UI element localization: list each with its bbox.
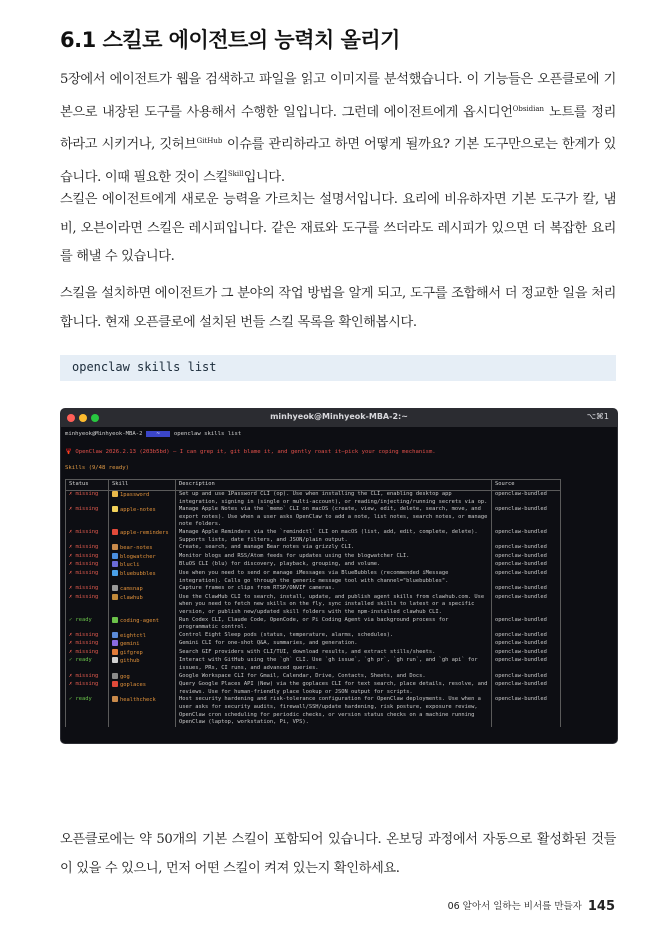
terminal-banner: 🦞 OpenClaw 2026.2.13 (203b5bd) — I can grep it, git blame it, and gently roast it—pick your coping mechanism. — [65, 449, 436, 455]
command-text: openclaw skills list — [72, 360, 217, 374]
skill-emoji-icon — [112, 681, 118, 687]
status-cell: ✗ missing — [66, 632, 109, 641]
source-cell: openclaw-bundled — [492, 640, 561, 649]
terminal-shortcut: ⌥⌘1 — [586, 412, 609, 421]
table-row — [66, 561, 561, 570]
source-cell: openclaw-bundled — [492, 553, 561, 562]
source-cell: openclaw-bundled — [492, 617, 561, 632]
description-cell: Search GIF providers with CLI/TUI, download results, and extract stills/sheets. — [176, 649, 492, 658]
description-cell: Google Workspace CLI for Gmail, Calendar, Drive, Contacts, Sheets, and Docs. — [176, 673, 492, 682]
skill-cell — [109, 617, 176, 632]
superscript-skill: Skill — [227, 169, 244, 178]
prompt-command: openclaw skills list — [173, 431, 242, 437]
superscript-obsidian: Obsidian — [512, 104, 545, 113]
source-cell: openclaw-bundled — [492, 585, 561, 594]
description-cell: Run Codex CLI, Claude Code, OpenCode, or Pi Coding Agent via background process for programmatic control. — [176, 617, 492, 632]
status-cell: ✓ ready — [66, 657, 109, 672]
paragraph-skill-install: 스킬을 설치하면 에이전트가 그 분야의 작업 방법을 알게 되고, 도구를 조합해서 더 정교한 일을 처리합니다. 현재 오픈클로에 설치된 번들 스킬 목록을 확인해봅시다. — [60, 286, 616, 330]
table-row — [66, 632, 561, 641]
skill-cell — [109, 594, 176, 617]
status-cell: ✗ missing — [66, 681, 109, 696]
table-row — [66, 696, 561, 726]
skill-cell — [109, 696, 176, 726]
source-cell: openclaw-bundled — [492, 594, 561, 617]
description-cell: BluOS CLI (blu) for discovery, playback, grouping, and volume. — [176, 561, 492, 570]
skill-name: blucli — [120, 562, 140, 569]
skill-name: bear-notes — [120, 545, 153, 552]
status-cell: ✓ ready — [66, 696, 109, 726]
skill-name: apple-notes — [120, 507, 156, 514]
paragraph-intro — [60, 66, 616, 192]
page-footer — [448, 898, 615, 914]
skill-emoji-icon — [112, 657, 118, 663]
table-row — [66, 617, 561, 632]
skill-cell — [109, 529, 176, 544]
paragraph-conclusion: 오픈클로에는 약 50개의 기본 스킬이 포함되어 있습니다. 온보딩 과정에서 자동으로 활성화된 것들이 있을 수 있으니, 먼저 어떤 스킬이 켜져 있는지 확인하세요. — [60, 832, 616, 876]
command-code-block — [60, 355, 616, 381]
skill-name: camsnap — [120, 586, 143, 593]
status-cell: ✗ missing — [66, 640, 109, 649]
table-row — [66, 673, 561, 682]
description-cell: Query Google Places API (New) via the goplaces CLI for text search, place details, resolve, and reviews. Use for human-friendly place lookup or JSON output for scripts. — [176, 681, 492, 696]
paragraph-skill-analogy: 스킬은 에이전트에게 새로운 능력을 가르치는 설명서입니다. 요리에 비유하자면 기본 도구가 칼, 냄비, 오븐이라면 스킬은 레시피입니다. 같은 재료와 도구를 쓰더라도 레시피가 있으면 더 복잡한 요리를 해낼 수 있습니다. — [60, 192, 616, 265]
source-cell: openclaw-bundled — [492, 632, 561, 641]
skill-emoji-icon — [112, 506, 118, 512]
skill-cell — [109, 570, 176, 585]
page-number: 145 — [587, 899, 615, 914]
description-cell: Use the ClawHub CLI to search, install, update, and publish agent skills from clawhub.com. Use when you need to fetch new skills on the fly, sync installed skills to latest or a specific version, or publish new/updated skill folders with the npm-installed clawhub CLI. — [176, 594, 492, 617]
skill-emoji-icon — [112, 570, 118, 576]
skill-name: eightctl — [120, 632, 146, 639]
para1-text-a: 5장에서 에이전트가 웹을 검색하고 파일을 읽고 이미지를 분석했습니다. 이 기능들은 오픈클로에 기본으로 내장된 도구를 사용해서 수행한 일입니다. 그런데 에이전트에게 옵시디언 — [60, 72, 616, 120]
status-cell: ✗ missing — [66, 506, 109, 529]
skill-name: goplaces — [120, 682, 146, 689]
prompt-directory: ~ — [146, 431, 169, 437]
description-cell: Control Eight Sleep pods (status, temperature, alarms, schedules). — [176, 632, 492, 641]
skill-name: gifgrep — [120, 649, 143, 656]
skill-cell — [109, 681, 176, 696]
status-cell: ✗ missing — [66, 594, 109, 617]
description-cell: Set up and use 1Password CLI (op). Use when installing the CLI, enabling desktop app integration, signing in (single or multi-account), or reading/injecting/running secrets via op. — [176, 491, 492, 507]
skill-emoji-icon — [112, 632, 118, 638]
column-header: Source — [492, 480, 561, 491]
skill-emoji-icon — [112, 553, 118, 559]
skill-emoji-icon — [112, 673, 118, 679]
table-row — [66, 491, 561, 507]
skill-emoji-icon — [112, 561, 118, 567]
skill-name: 1password — [120, 492, 150, 498]
source-cell: openclaw-bundled — [492, 544, 561, 553]
skill-emoji-icon — [112, 491, 118, 497]
table-row — [66, 529, 561, 544]
terminal-titlebar — [61, 409, 617, 427]
source-cell: openclaw-bundled — [492, 649, 561, 658]
skill-emoji-icon — [112, 617, 118, 623]
terminal-prompt — [65, 431, 241, 437]
skill-cell — [109, 491, 176, 507]
skills-table — [65, 479, 561, 727]
table-row — [66, 544, 561, 553]
status-cell: ✗ missing — [66, 544, 109, 553]
table-row — [66, 506, 561, 529]
skill-name: clawhub — [120, 594, 143, 601]
skill-cell — [109, 553, 176, 562]
skill-cell — [109, 657, 176, 672]
skill-cell — [109, 561, 176, 570]
source-cell: openclaw-bundled — [492, 491, 561, 507]
status-cell: ✗ missing — [66, 673, 109, 682]
table-row — [66, 570, 561, 585]
skill-name: apple-reminders — [120, 529, 169, 536]
footer-chapter: 06 알아서 일하는 비서를 만들자 — [447, 901, 582, 912]
terminal-screenshot — [60, 408, 618, 744]
skill-cell — [109, 640, 176, 649]
para1-text-c: 이슈를 관리하라고 하면 어떻게 될까요? 기본 도구만으로는 한계가 있습니다. 이때 필요한 것이 스킬 — [60, 137, 616, 185]
skill-emoji-icon — [112, 640, 118, 646]
skill-name: github — [120, 658, 140, 665]
table-row — [66, 640, 561, 649]
column-header: Skill — [109, 480, 176, 491]
table-row — [66, 553, 561, 562]
source-cell: openclaw-bundled — [492, 696, 561, 726]
column-header: Status — [66, 480, 109, 491]
skill-cell — [109, 506, 176, 529]
description-cell: Host security hardening and risk-tolerance configuration for OpenClaw deployments. Use when a user asks for security audits, firewall/SSH/update hardening, risk posture, exposure review, OpenClaw cron scheduling for periodic checks, or version status checks on a machine running OpenClaw (laptop, workstation, Pi, VPS). — [176, 696, 492, 726]
page-title: 6.1 스킬로 에이전트의 능력치 올리기 — [60, 28, 400, 52]
status-cell: ✓ ready — [66, 617, 109, 632]
terminal-title: minhyeok@Minhyeok-MBA-2:~ — [270, 412, 408, 421]
status-cell: ✗ missing — [66, 570, 109, 585]
skill-name: gog — [120, 673, 130, 680]
skill-emoji-icon — [112, 529, 118, 535]
skill-cell — [109, 649, 176, 658]
source-cell: openclaw-bundled — [492, 673, 561, 682]
skill-emoji-icon — [112, 649, 118, 655]
table-row — [66, 681, 561, 696]
description-cell: Capture frames or clips from RTSP/ONVIF cameras. — [176, 585, 492, 594]
skill-name: bluebubbles — [120, 570, 156, 577]
description-cell: Create, search, and manage Bear notes via grizzly CLI. — [176, 544, 492, 553]
skill-emoji-icon — [112, 544, 118, 550]
status-cell: ✗ missing — [66, 529, 109, 544]
skills-count-header: Skills (9/48 ready) — [65, 465, 129, 471]
source-cell: openclaw-bundled — [492, 657, 561, 672]
status-cell: ✗ missing — [66, 491, 109, 507]
skill-emoji-icon — [112, 594, 118, 600]
skill-cell — [109, 544, 176, 553]
table-row — [66, 585, 561, 594]
skill-cell — [109, 673, 176, 682]
source-cell: openclaw-bundled — [492, 506, 561, 529]
status-cell: ✗ missing — [66, 553, 109, 562]
skill-name: coding-agent — [120, 617, 159, 624]
skill-emoji-icon — [112, 585, 118, 591]
source-cell: openclaw-bundled — [492, 681, 561, 696]
skill-name: gemini — [120, 641, 140, 648]
description-cell: Interact with GitHub using the `gh` CLI. Use `gh issue`, `gh pr`, `gh run`, and `gh api` for issues, PRs, CI runs, and advanced queries. — [176, 657, 492, 672]
skill-name: blogwatcher — [120, 553, 156, 560]
table-row — [66, 594, 561, 617]
description-cell: Manage Apple Notes via the `memo` CLI on macOS (create, view, edit, delete, search, move, and export notes). Use when a user asks OpenClaw to add a note, list notes, search notes, or manage note folders. — [176, 506, 492, 529]
source-cell: openclaw-bundled — [492, 570, 561, 585]
para1-text-b: 노트를 정리하라고 시키거나, 깃허브 — [60, 104, 616, 153]
skill-cell — [109, 585, 176, 594]
description-cell: Manage Apple Reminders via the `remindctl` CLI on macOS (list, add, edit, complete, delete). Supports lists, date filters, and JSON/plain output. — [176, 529, 492, 544]
prompt-user: minhyeok@Minhyeok-MBA-2 — [65, 431, 143, 437]
skill-name: healthcheck — [120, 697, 156, 704]
status-cell: ✗ missing — [66, 561, 109, 570]
para1-text-d: 입니다. — [243, 169, 285, 185]
table-row — [66, 649, 561, 658]
table-row — [66, 657, 561, 672]
description-cell: Use when you need to send or manage iMessages via BlueBubbles (recommended iMessage integration). Calls go through the generic message tool with channel="bluebubbles". — [176, 570, 492, 585]
column-header: Description — [176, 480, 492, 491]
skill-emoji-icon — [112, 696, 118, 702]
status-cell: ✗ missing — [66, 649, 109, 658]
source-cell: openclaw-bundled — [492, 561, 561, 570]
description-cell: Monitor blogs and RSS/Atom feeds for updates using the blogwatcher CLI. — [176, 553, 492, 562]
superscript-github: GitHub — [196, 137, 223, 146]
status-cell: ✗ missing — [66, 585, 109, 594]
skill-cell — [109, 632, 176, 641]
source-cell: openclaw-bundled — [492, 529, 561, 544]
description-cell: Gemini CLI for one-shot Q&A, summaries, and generation. — [176, 640, 492, 649]
